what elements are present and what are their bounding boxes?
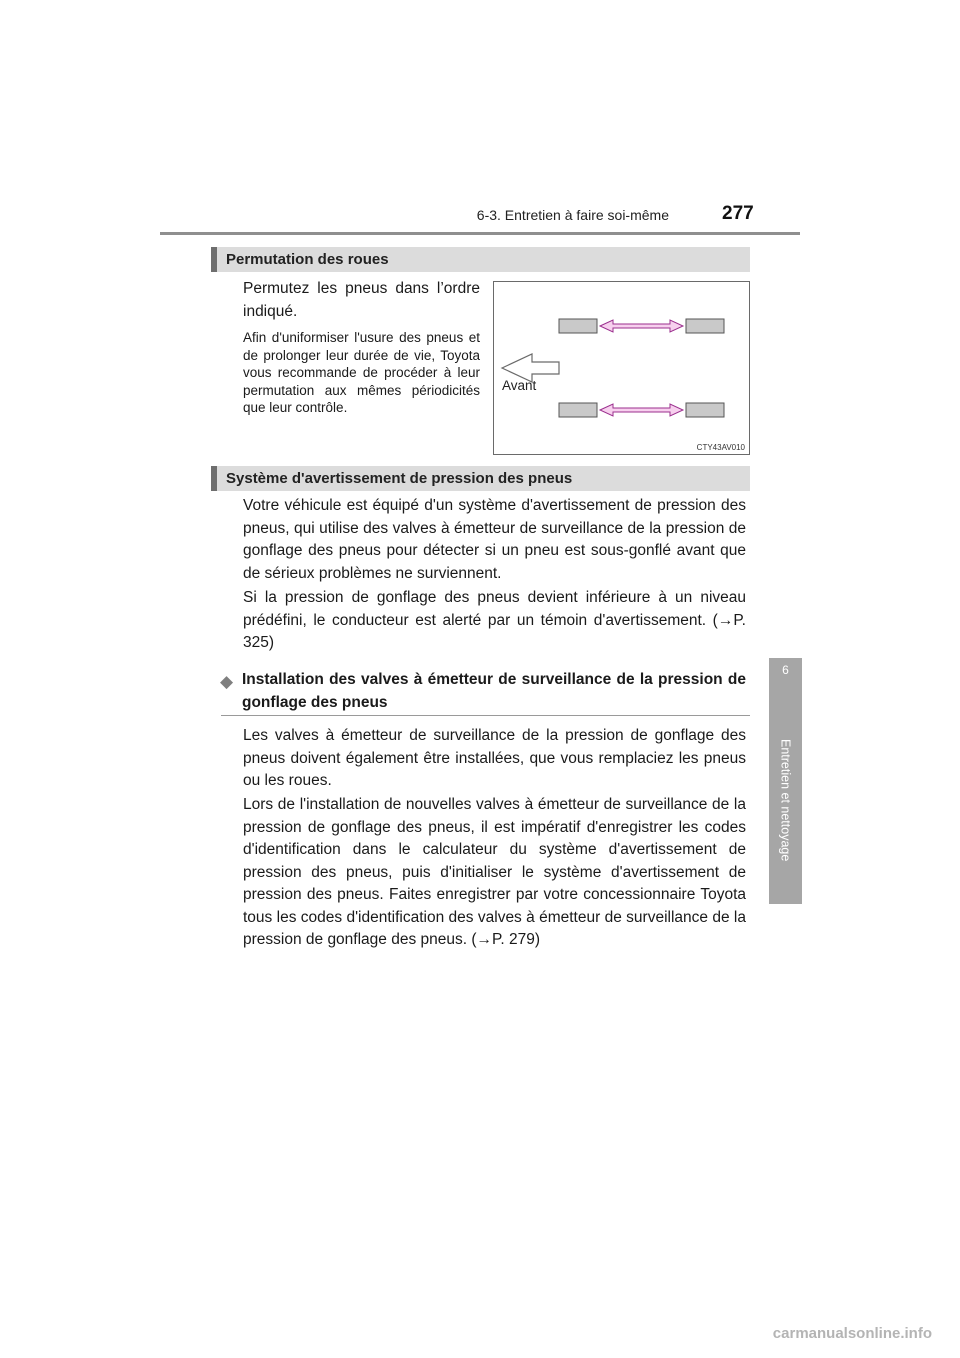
figure-code: CTY43AV010 xyxy=(696,443,745,452)
header-rule xyxy=(160,232,800,235)
valve-paragraph-1: Les valves à émetteur de surveillance de la pression de gonflage des pneus doivent également être installées, que vous remplaciez les pneus ou les roues. xyxy=(243,727,746,789)
tire-rear-left xyxy=(686,319,724,333)
tire-front-left xyxy=(559,319,597,333)
tpms-paragraph-2: Si la pression de gonflage des pneus devient inférieure à un niveau prédéfini, le conducteur est alerté par un témoin d'avertissement. (→P. 325) xyxy=(243,589,746,651)
section-heading-permutation: Permutation des roues xyxy=(211,247,750,272)
tire-rotation-diagram xyxy=(494,282,751,456)
valve-paragraph-2: Lors de l'installation de nouvelles valves à émetteur de surveillance de la pression de gonflage des pneus, il est impératif d'enregistrer les codes d'identification dans le calculateur du système d'avertissement de pression des pneus, puis d'initialiser le système d'avertissement de pression des pneus. Faites enregistrer par votre concessionnaire Toyota tous les codes d'identification des valves à émetteur de surveillance de la pression de gonflage des pneus. (→P. 279) xyxy=(243,796,746,948)
subheading-rule xyxy=(221,715,750,716)
tire-rotation-figure xyxy=(493,281,750,455)
note-paragraph: Afin d'uniformiser l'usure des pneus et de prolonger leur durée de vie, Toyota vous recommande de procéder à leur permutation aux mêmes périodicités que leur contrôle. xyxy=(243,330,480,415)
page-number: 277 xyxy=(722,203,754,224)
section-header: 6-3. Entretien à faire soi-même xyxy=(476,207,669,223)
chapter-label: Entretien et nettoyage xyxy=(778,739,793,862)
section-heading-tpms: Système d'avertissement de pression des pneus xyxy=(211,466,750,491)
lead-paragraph: Permutez les pneus dans l’ordre indiqué. xyxy=(243,280,480,320)
watermark: carmanualsonline.info xyxy=(772,1325,932,1342)
swap-arrow-top-icon xyxy=(600,320,683,332)
chapter-number: 6 xyxy=(782,663,789,677)
subheading-valve-installation xyxy=(220,668,746,714)
tire-front-right xyxy=(559,403,597,417)
tire-rear-right xyxy=(686,403,724,417)
swap-arrow-bottom-icon xyxy=(600,404,683,416)
tpms-paragraph-1: Votre véhicule est équipé d'un système d'avertissement de pression des pneus, qui utilise des valves à émetteur de surveillance de la pression de gonflage des pneus pour détecter si un pneu est sous-gonflé avant que de sérieux problèmes ne surviennent. xyxy=(243,497,746,582)
front-label: Avant xyxy=(502,378,537,393)
diamond-bullet-icon: ◆ xyxy=(220,672,234,691)
subheading-text: Installation des valves à émetteur de surveillance de la pression de gonflage des pneus xyxy=(242,671,746,711)
